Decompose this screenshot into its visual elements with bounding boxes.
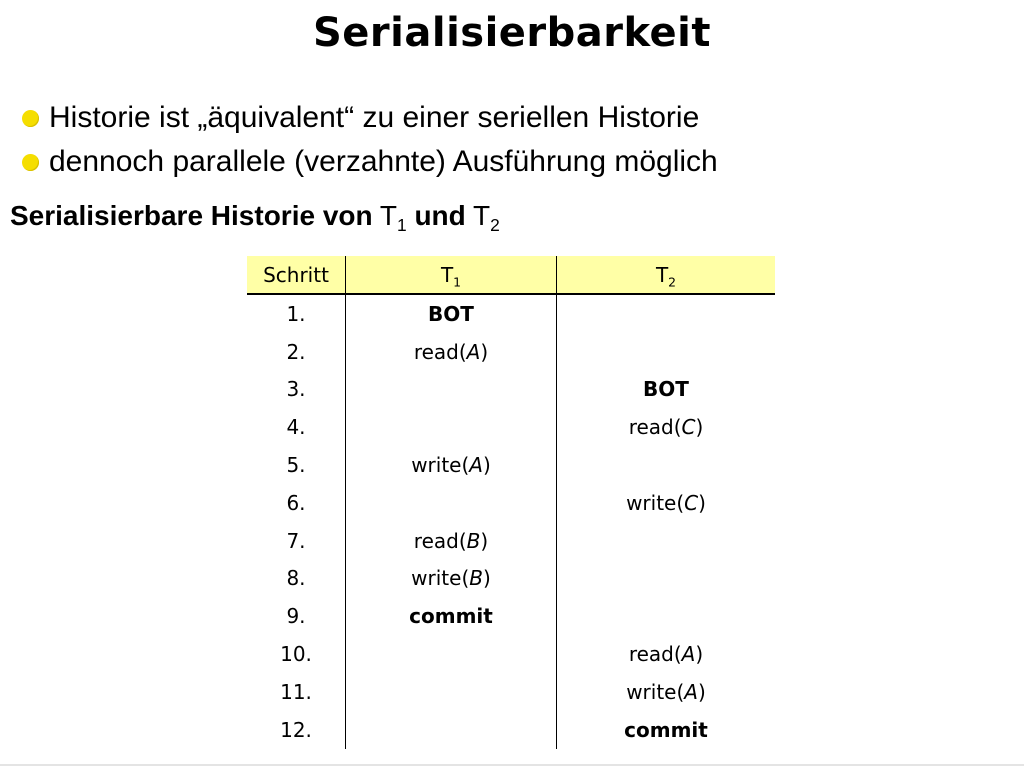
bullet-list	[22, 96, 718, 184]
table-row	[247, 294, 775, 333]
cell-t1: write(A)	[346, 446, 557, 484]
bullet-text: dennoch parallele (verzahnte) Ausführung möglich	[49, 145, 718, 178]
cell-t2	[557, 560, 776, 598]
caption-t2: $T_2$	[473, 200, 500, 236]
bullet-dot-icon	[22, 154, 39, 171]
cell-t2: BOT	[643, 377, 689, 402]
header-t2: $T_2$	[557, 256, 776, 294]
cell-step: 11.	[247, 673, 346, 711]
cell-t2: read(A)	[628, 642, 704, 667]
table-row	[247, 333, 775, 371]
caption-bold-1: Serialisierbare Historie von	[10, 200, 373, 231]
cell-t2	[557, 597, 776, 635]
cell-t2	[557, 446, 776, 484]
header-t1: $T_1$	[346, 256, 557, 294]
cell-t1	[346, 371, 557, 409]
cell-step: 5.	[247, 446, 346, 484]
cell-step: 12.	[247, 711, 346, 749]
bullet-item	[22, 140, 718, 184]
cell-t1	[346, 711, 557, 749]
cell-t1	[346, 484, 557, 522]
table-row	[247, 446, 775, 484]
cell-t1: commit	[346, 597, 557, 635]
cell-t2	[557, 294, 776, 333]
cell-t2: read(C)	[628, 415, 704, 440]
caption-t1: $T_1$	[379, 200, 407, 236]
table-row	[247, 484, 775, 522]
table-caption	[10, 200, 500, 236]
cell-t1	[346, 635, 557, 673]
cell-t1	[346, 408, 557, 446]
cell-step: 7.	[247, 522, 346, 560]
table-row	[247, 673, 775, 711]
table-row	[247, 522, 775, 560]
cell-step: 4.	[247, 408, 346, 446]
cell-t2: commit	[624, 717, 708, 742]
cell-t1: read(A)	[346, 333, 557, 371]
cell-t1: read(B)	[346, 522, 557, 560]
caption-bold-2: und	[414, 200, 466, 231]
table-row	[247, 560, 775, 598]
header-step: Schritt	[247, 256, 346, 294]
cell-step: 2.	[247, 333, 346, 371]
cell-t2: write(C)	[626, 490, 706, 515]
cell-step: 10.	[247, 635, 346, 673]
bullet-text: Historie ist „äquivalent“ zu einer seriellen Historie	[49, 101, 700, 134]
cell-step: 8.	[247, 560, 346, 598]
bullet-item	[22, 96, 718, 140]
cell-step: 3.	[247, 371, 346, 409]
bullet-dot-icon	[22, 110, 39, 127]
history-table	[247, 256, 775, 749]
cell-step: 9.	[247, 597, 346, 635]
cell-t2	[557, 522, 776, 560]
table-row	[247, 635, 775, 673]
cell-t2	[557, 333, 776, 371]
cell-step: 1.	[247, 294, 346, 333]
cell-step: 6.	[247, 484, 346, 522]
table-row	[247, 408, 775, 446]
footer-divider	[0, 764, 1024, 766]
table-row	[247, 597, 775, 635]
table-header-row	[247, 256, 775, 294]
slide-title: Serialisierbarkeit	[312, 10, 711, 56]
cell-t2: write(A)	[626, 679, 706, 704]
cell-t1: BOT	[346, 294, 557, 333]
cell-t1	[346, 673, 557, 711]
cell-t1: write(B)	[346, 560, 557, 598]
table-row	[247, 371, 775, 409]
table-row	[247, 711, 775, 749]
